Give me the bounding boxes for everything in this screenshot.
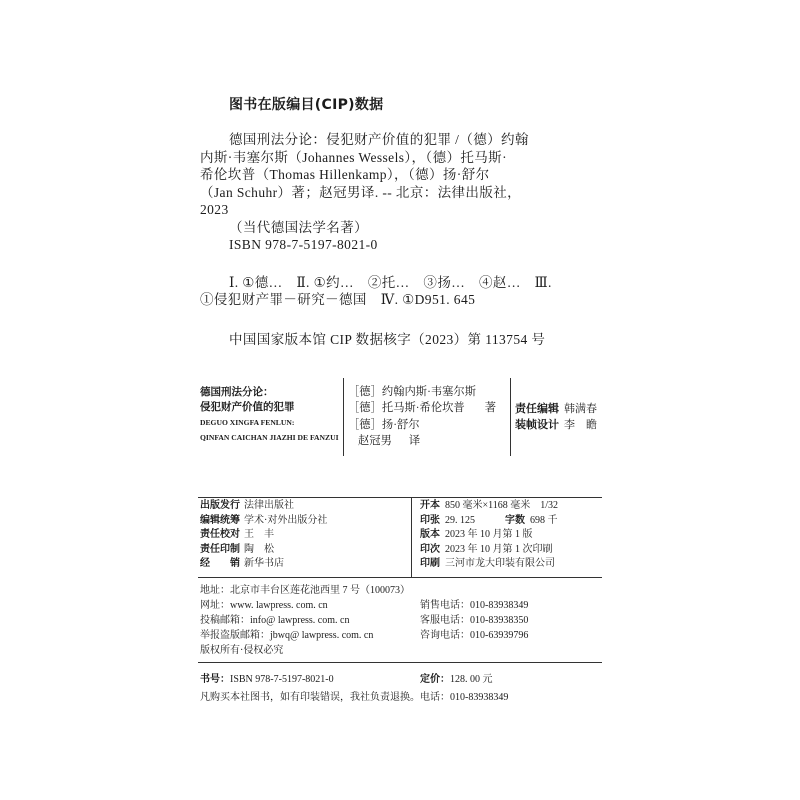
designer-label: 装帧设计 <box>515 419 559 432</box>
info-label: 责任印制 <box>200 543 240 555</box>
info-value: 698 千 <box>530 514 558 526</box>
info-value: 新华书店 <box>244 558 284 569</box>
info-label: 印刷 <box>420 558 440 569</box>
publishing-info-right <box>420 499 558 572</box>
translator-name: 赵冠男 <box>358 434 392 447</box>
info-row <box>200 528 327 543</box>
column-divider <box>411 497 412 577</box>
editor-row <box>515 401 597 417</box>
piracy-report-email: 举报盗版邮箱：jbwq@ lawpress. com. cn <box>200 630 374 641</box>
cip-line: （Jan Schuhr）著；赵冠男译. -- 北京：法律出版社， <box>200 184 522 200</box>
contact-block <box>200 583 410 658</box>
author-name: ［德］扬·舒尔 <box>348 418 420 431</box>
designer-value: 李 瞻 <box>564 419 597 432</box>
address: 地址：北京市丰台区莲花池西里 7 号（100073） <box>200 585 410 596</box>
title-box-divider <box>343 378 344 456</box>
isbn-value: ISBN 978-7-5197-8021-0 <box>230 674 334 685</box>
info-row <box>420 557 558 572</box>
phone-block <box>420 598 528 643</box>
cip-line: 希伦坎普（Thomas Hillenkamp），（德）扬·舒尔 <box>200 167 490 182</box>
designer-row <box>515 417 597 433</box>
author-row <box>348 400 496 416</box>
cip-heading: 图书在版编目(CIP)数据 <box>229 97 384 113</box>
book-subtitle-line: 侵犯财产价值的犯罪 <box>200 402 295 413</box>
cip-line: 内斯·韦塞尔斯（Johannes Wessels），（德）托马斯· <box>200 149 507 165</box>
publishing-info-left <box>200 499 327 572</box>
info-label: 开本 <box>420 500 440 511</box>
info-label: 出版发行 <box>200 500 240 511</box>
price-row <box>420 671 493 689</box>
isbn-label: 书号： <box>200 674 230 685</box>
title-box-divider <box>510 378 511 456</box>
price-label: 定价： <box>420 674 450 685</box>
info-value: 2023 年 10 月第 1 次印刷 <box>445 543 553 555</box>
author-name: ［德］托马斯·希伦坎普 <box>348 402 465 415</box>
cip-line: 德国刑法分论：侵犯财产价值的犯罪 /（德）约翰 <box>229 132 529 147</box>
translator-role: 译 <box>408 434 421 447</box>
copyright-notice: 版权所有·侵权必究 <box>200 645 284 656</box>
cip-classification <box>200 274 552 308</box>
book-title-block <box>200 385 339 445</box>
translator-row <box>348 433 496 449</box>
authors-block <box>348 384 496 449</box>
editor-value: 韩满春 <box>564 403 597 415</box>
author-name: ［德］约翰内斯·韦塞尔斯 <box>348 386 477 398</box>
divider-line <box>198 662 602 663</box>
service-phone: 客服电话：010-83938350 <box>420 615 529 626</box>
info-label: 经 销 <box>200 558 240 569</box>
cip-isbn: ISBN 978-7-5197-8021-0 <box>229 237 378 252</box>
info-value: 三河市龙大印装有限公司 <box>445 558 555 569</box>
info-value: 法律出版社 <box>244 500 294 511</box>
info-row <box>200 543 327 558</box>
info-label: 版本 <box>420 529 440 540</box>
info-label: 编辑统筹 <box>200 514 240 526</box>
divider-line <box>198 577 602 578</box>
cip-entry <box>200 131 529 254</box>
info-label: 印张 <box>420 514 440 526</box>
info-row <box>200 499 327 514</box>
cip-line: 2023 <box>200 202 229 217</box>
submission-email: 投稿邮箱：info@ lawpress. com. cn <box>200 615 350 626</box>
cip-series: （当代德国法学名著） <box>229 219 368 235</box>
info-row <box>420 528 558 543</box>
return-notice: 凡购买本社图书，如有印装错误，我社负责退换。电话：010-83938349 <box>200 692 509 703</box>
editor-label: 责任编辑 <box>515 403 559 415</box>
info-value: 王 丰 <box>244 529 274 540</box>
info-label: 字数 <box>505 514 525 526</box>
info-value: 2023 年 10 月第 1 版 <box>445 529 533 540</box>
info-row <box>200 557 327 572</box>
info-value: 29. 125 <box>445 514 475 526</box>
info-row <box>200 514 327 529</box>
inquiry-phone: 咨询电话：010-63939796 <box>420 630 529 641</box>
info-value: 陶 松 <box>244 543 274 555</box>
cip-number: 中国国家版本馆 CIP 数据核字（2023）第 113754 号 <box>229 332 546 347</box>
classification-line: ①侵犯财产罪－研究－德国 Ⅳ. ①D951. 645 <box>200 292 476 307</box>
info-label: 责任校对 <box>200 529 240 540</box>
info-value: 850 毫米×1168 毫米 1/32 <box>445 500 559 511</box>
info-row <box>420 514 558 529</box>
author-role: 著 <box>484 402 496 415</box>
info-row <box>420 543 558 558</box>
editors-block <box>515 401 597 434</box>
book-title-line: 德国刑法分论： <box>200 387 274 398</box>
price-value: 128. 00 元 <box>450 674 493 685</box>
info-row <box>420 499 558 514</box>
website: 网址：www. lawpress. com. cn <box>200 600 328 611</box>
book-title-pinyin: DEGUO XINGFA FENLUN: <box>200 418 295 427</box>
book-subtitle-pinyin: QINFAN CAICHAN JIAZHI DE FANZUI <box>200 433 339 442</box>
divider-line <box>198 497 602 498</box>
info-label: 印次 <box>420 543 440 555</box>
classification-line: Ⅰ. ①德… Ⅱ. ①约… ②托… ③扬… ④赵… Ⅲ. <box>229 275 552 290</box>
sales-phone: 销售电话：010-83938349 <box>420 600 529 611</box>
info-value: 学术·对外出版分社 <box>244 514 328 526</box>
